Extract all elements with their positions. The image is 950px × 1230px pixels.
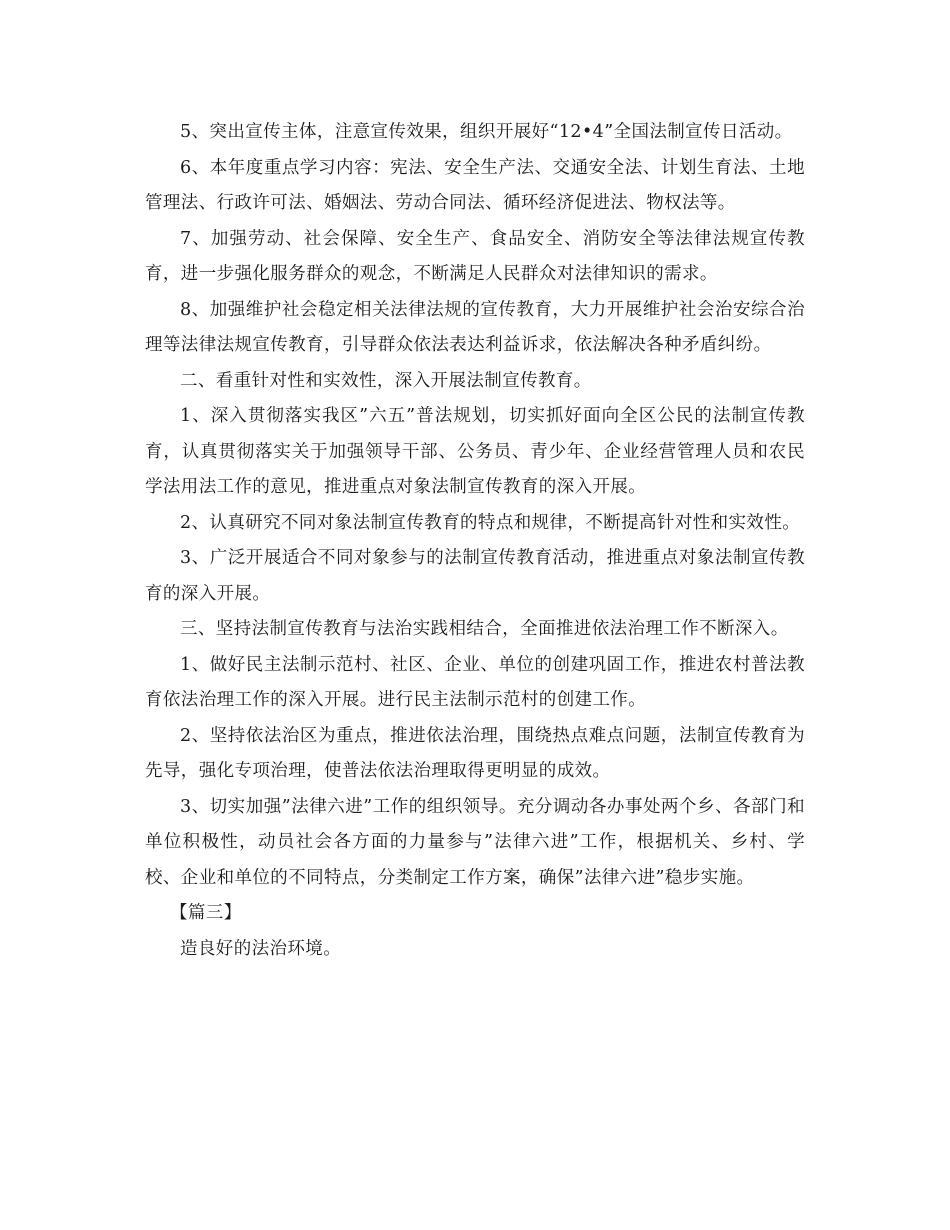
paragraph-section3-item-1: 1、做好民主法制示范村、社区、企业、单位的创建巩固工作，推进农村普法教育依法治理工作的深入开展。进行民主法制示范村的创建工作。 [145,654,805,710]
paragraph-section2-item-1: 1、深入贯彻落实我区”六五”普法规划，切实抓好面向全区公民的法制宣传教育，认真贯彻落实关于加强领导干部、公务员、青少年、企业经营管理人员和农民学法用法工作的意见，推进重点对象法制宣传教育的深入开展。 [145,406,805,497]
section-tag: 【篇三】 [170,903,242,923]
paragraph-item-7: 7、加强劳动、社会保障、安全生产、食品安全、消防安全等法律法规宣传教育，进一步强化服务群众的观念，不断满足人民群众对法律知识的需求。 [145,228,805,284]
paragraph-item-8: 8、加强维护社会稳定相关法律法规的宣传教育，大力开展维护社会治安综合治理等法律法规宣传教育，引导群众依法表达利益诉求，依法解决各种矛盾纠纷。 [145,299,805,355]
paragraph-section2-item-3: 3、广泛开展适合不同对象参与的法制宣传教育活动，推进重点对象法制宣传教育的深入开展。 [145,548,805,604]
paragraph-section3-item-2: 2、坚持依法治区为重点，推进依法治理，围绕热点难点问题，法制宣传教育为先导，强化专项治理，使普法依法治理取得更明显的成效。 [145,725,805,781]
document-body [145,115,805,967]
closing-paragraph: 造良好的法治环境。 [180,938,342,959]
paragraph-section2-item-2: 2、认真研究不同对象法制宣传教育的特点和规律，不断提高针对性和实效性。 [180,512,801,533]
section-heading-3: 三、坚持法制宣传教育与法治实践相结合，全面推进依法治理工作不断深入。 [180,619,789,639]
paragraph-item-6: 6、本年度重点学习内容：宪法、安全生产法、交通安全法、计划生育法、土地管理法、行政许可法、婚姻法、劳动合同法、循环经济促进法、物权法等。 [145,157,805,213]
paragraph-item-5: 5、突出宣传主体，注意宣传效果，组织开展好“12•4”全国法制宣传日活动。 [180,122,793,142]
section-heading-2: 二、看重针对性和实效性，深入开展法制宣传教育。 [180,370,592,391]
paragraph-section3-item-3: 3、切实加强”法律六进”工作的组织领导。充分调动各办事处两个乡、各部门和单位积极性，动员社会各方面的力量参与”法律六进”工作，根据机关、乡村、学校、企业和单位的不同特点，分类制定工作方案，确保”法律六进”稳步实施。 [145,796,805,888]
